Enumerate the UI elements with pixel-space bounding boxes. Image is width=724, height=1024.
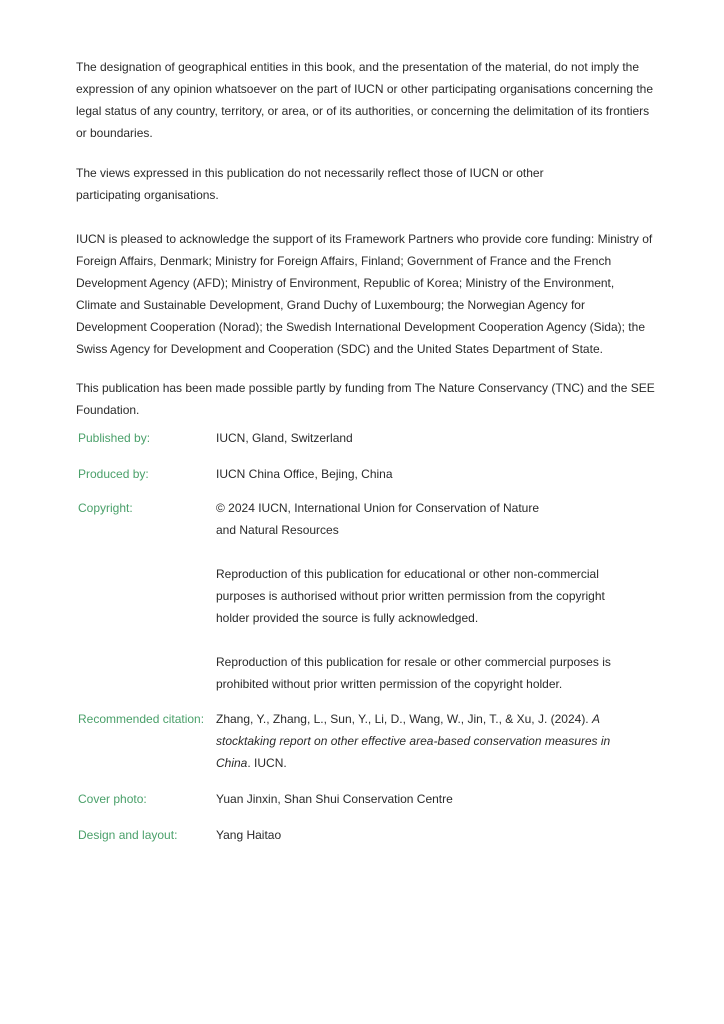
copyright-label: Copyright: [78, 501, 133, 515]
design-layout-label: Design and layout: [78, 828, 178, 842]
commercial-reproduction-notice: Reproduction of this publication for resale or other commercial purposes is prohibited without prior written permission of the copyright holder. [216, 655, 611, 691]
framework-partners-acknowledgement: IUCN is pleased to acknowledge the support of its Framework Partners who provide core funding: Ministry of Foreign Affairs, Denmark; Ministry for Foreign Affairs, Finland; Government of France and the French Development Agency (AFD); Ministry of Environment, Republic of Korea; Ministry of the Environment, Climate and Sustainable Development, Grand Duchy of Luxembourg; the Norwegian Agency for Development Cooperation (Norad); the Swedish International Development Cooperation Agency (Sida); the Swiss Agency for Development and Cooperation (SDC) and the United States Department of State. [76, 232, 653, 356]
published-by-label: Published by: [78, 431, 151, 445]
produced-by-label: Produced by: [78, 467, 149, 481]
views-disclaimer: The views expressed in this publication do not necessarily reflect those of IUCN or other participating organisations. [76, 166, 544, 202]
copyright-notice: © 2024 IUCN, International Union for Conservation of Nature and Natural Resources [216, 501, 540, 537]
design-layout-value: Yang Haitao [216, 828, 282, 842]
cover-photo-label: Cover photo: [78, 792, 147, 806]
noncommercial-reproduction-notice: Reproduction of this publication for educational or other non-commercial purposes is authorised without prior written permission from the copyright holder provided the source is fully acknowledged. [216, 567, 605, 625]
cover-photo-value: Yuan Jinxin, Shan Shui Conservation Centre [216, 792, 453, 806]
produced-by-value: IUCN China Office, Bejing, China [216, 467, 393, 481]
citation-authors: Zhang, Y., Zhang, L., Sun, Y., Li, D., Wang, W., Jin, T., & Xu, J. (2024). [216, 712, 589, 726]
funding-statement: This publication has been made possible partly by funding from The Nature Conservancy (TNC) and the SEE Foundation. [76, 381, 655, 417]
citation-title: A stocktaking report on other effective area-based conservation measures in China [216, 712, 611, 770]
recommended-citation-value [216, 708, 636, 774]
designation-disclaimer: The designation of geographical entities in this book, and the presentation of the material, do not imply the expression of any opinion whatsoever on the part of IUCN or other participating organisations concerning the legal status of any country, territory, or area, or of its authorities, or concerning the delimitation of its frontiers or boundaries. [76, 60, 654, 140]
published-by-value: IUCN, Gland, Switzerland [216, 431, 353, 445]
citation-publisher: . IUCN. [247, 756, 287, 770]
recommended-citation-label: Recommended citation: [78, 712, 205, 726]
copyright-block [216, 497, 636, 695]
